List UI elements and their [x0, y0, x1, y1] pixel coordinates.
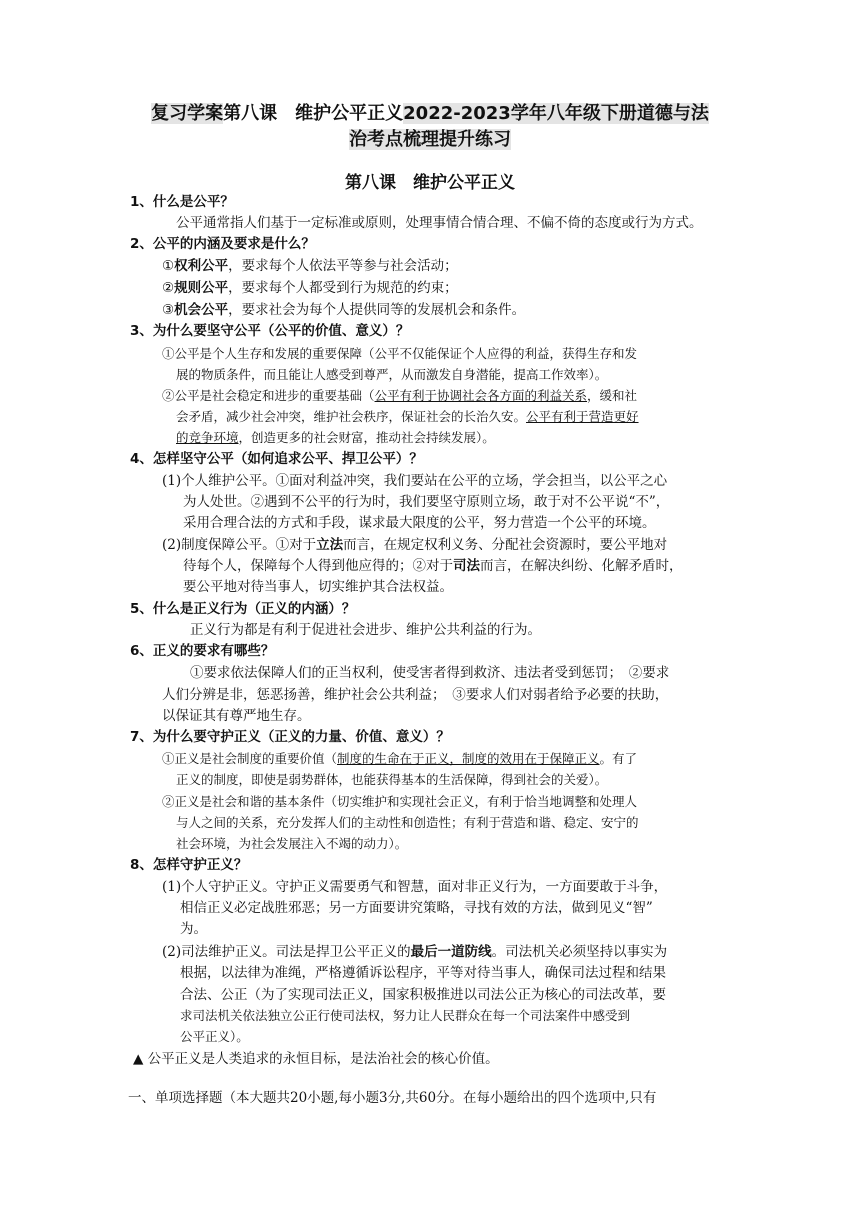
q7-a-line-1-pre: ①正义是社会制度的重要价值（	[162, 751, 338, 766]
q4-b-line-1-post: 而言，在规定权利义务、分配社会资源时，要公平地对	[343, 537, 668, 553]
q3-b-line-1-underlined: 公平有利于协调社会各方面的利益关系	[374, 388, 588, 403]
q2-item-3-marker: ③	[162, 302, 175, 318]
q8-b-line-5: 公平正义）。	[180, 1029, 249, 1044]
q4-b-line-1-pre: (2)制度保障公平。①对于	[162, 537, 317, 553]
document-title-line-2	[128, 127, 732, 153]
q7-heading: 7、为什么要守护正义（正义的力量、价值、意义）？	[130, 729, 450, 745]
q8-a-line-1: (1)个人守护正义。守护正义需要勇气和智慧，面对非正义行为，一方面要敢于斗争，	[162, 879, 668, 895]
q4-b-line-2-pre: 待每个人，保障每个人得到他应得的；②对于	[183, 558, 453, 574]
q4-b-line-1	[162, 535, 667, 555]
q2-heading: 2、公平的内涵及要求是什么？	[130, 236, 315, 252]
q2-item-3-text: ，要求社会为每个人提供同等的发展机会和条件。	[228, 302, 526, 318]
q7-b-line-2: 与人之间的关系，充分发挥人们的主动性和创造性；有利于营造和谐、稳定、安宁的	[176, 815, 639, 830]
q2-item-1-text: ，要求每个人依法平等参与社会活动；	[228, 258, 458, 274]
q4-b-line-2-post: 而言，在解决纠纷、化解矛盾时，	[480, 558, 683, 574]
q7-a-line-1-post: 。有了	[599, 751, 638, 766]
q4-b-line-2	[183, 556, 683, 576]
summary-note: ▲ 公平正义是人类追求的永恒目标，是法治社会的核心价值。	[133, 1051, 499, 1067]
q8-b-line-1	[162, 942, 667, 962]
q4-heading: 4、怎样坚守公平（如何追求公平、捍卫公平）？	[130, 451, 423, 467]
q2-item-2-marker: ②	[162, 280, 175, 296]
q3-b-line-1-pre: ②公平是社会稳定和进步的重要基础（	[162, 388, 375, 403]
q8-b-line-1-post: 。司法机关必须坚持以事实为	[491, 944, 668, 960]
document-title-line-1	[128, 101, 732, 127]
q6-line-2: 人们分辨是非，惩恶扬善，维护社会公共利益； ③要求人们对弱者给予必要的扶助，	[162, 687, 669, 703]
q8-a-line-3: 为。	[180, 921, 207, 937]
q2-item-1	[162, 256, 458, 276]
q4-b-line-2-key: 司法	[453, 558, 480, 574]
lesson-title: 第八课 维护公平正义	[345, 173, 515, 193]
q8-b-line-1-pre: (2)司法维护正义。司法是捍卫公平正义的	[162, 944, 411, 960]
q3-b-line-2-underlined: 公平有利于营造更好	[526, 409, 639, 424]
q8-b-line-1-key: 最后一道防线	[410, 944, 492, 960]
q8-b-line-4: 求司法机关依法独立公正行使司法权，努力让人民群众在每一个司法案件中感受到	[180, 1008, 631, 1023]
q2-item-2-key: 规则公平	[174, 280, 229, 296]
q3-b-line-3-underlined: 的竞争环境	[176, 430, 239, 445]
q3-b-line-1	[162, 386, 637, 406]
q2-item-2	[162, 278, 458, 298]
q6-line-3: 以保证其有尊严地生存。	[162, 708, 311, 724]
q7-b-line-3: 社会环境，为社会发展注入不竭的动力）。	[176, 836, 408, 851]
title-part-a: 复习学案	[151, 103, 224, 124]
q8-b-line-2: 根据，以法律为准绳，严格遵循诉讼程序，平等对待当事人，确保司法过程和结果	[180, 965, 666, 981]
q3-b-line-3	[176, 428, 495, 448]
q3-b-line-3-post: ，创造更多的社会财富，推动社会持续发展）。	[238, 430, 495, 445]
title-part-b: 第八课 维护公平正义	[223, 103, 404, 124]
q7-a-line-1-underlined: 制度的生命在于正义，制度的效用在于保障正义	[337, 751, 600, 766]
title-part-c: 2022-2023学年八年级下册道德与法	[403, 103, 709, 124]
q3-heading: 3、为什么要坚守公平（公平的价值、意义）？	[130, 323, 410, 339]
title-part-d: 治考点梳理提升练习	[349, 129, 511, 150]
q2-item-1-marker: ①	[162, 258, 175, 274]
q3-b-line-1-post: ，缓和社	[587, 388, 638, 403]
q5-answer: 正义行为都是有利于促进社会进步、维护公共利益的行为。	[190, 622, 541, 638]
q2-item-3	[162, 300, 525, 320]
q8-b-line-3: 合法、公正（为了实现司法正义，国家积极推进以司法公正为核心的司法改革，要	[180, 987, 666, 1003]
q4-b-line-3: 要公平地对待当事人，切实维护其合法权益。	[183, 579, 453, 595]
q1-answer: 公平通常指人们基于一定标准或原则，处理事情合情合理、不偏不倚的态度或行为方式。	[176, 215, 703, 231]
q7-a-line-1	[162, 749, 637, 769]
q7-a-line-2: 正义的制度，即使是弱势群体，也能获得基本的生活保障，得到社会的关爱）。	[176, 772, 608, 787]
q6-heading: 6、正义的要求有哪些？	[130, 643, 275, 659]
q5-heading: 5、什么是正义行为（正义的内涵）？	[130, 601, 356, 617]
q2-item-2-text: ，要求每个人都受到行为规范的约束；	[228, 280, 458, 296]
section-one-heading: 一、单项选择题（本大题共20小题,每小题3分,共60分。在每小题给出的四个选项中,只有	[128, 1090, 657, 1106]
q8-a-line-2: 相信正义必定战胜邪恶；另一方面要讲究策略，寻找有效的方法，做到见义“智”	[180, 900, 653, 916]
q7-b-line-1: ②正义是社会和谐的基本条件（切实维护和实现社会正义，有利于恰当地调整和处理人	[162, 794, 638, 809]
q4-a-line-1: (1)个人维护公平。①面对利益冲突，我们要站在公平的立场，学会担当，以公平之心	[162, 473, 668, 489]
q3-b-line-2-pre: 会矛盾，减少社会冲突，维护社会秩序，保证社会的长治久安。	[176, 409, 527, 424]
q4-b-line-1-key: 立法	[316, 537, 344, 553]
q8-heading: 8、怎样守护正义？	[130, 857, 248, 873]
q3-b-line-2	[176, 407, 639, 427]
q3-a-line-2: 展的物质条件，而且能让人感受到尊严，从而激发自身潜能，提高工作效率）。	[176, 367, 608, 382]
q4-a-line-2: 为人处世。②遇到不公平的行为时，我们要坚守原则立场，敢于对不公平说“不”，	[183, 494, 670, 510]
q4-a-line-3: 采用合理合法的方式和手段，谋求最大限度的公平，努力营造一个公平的环境。	[183, 515, 656, 531]
q2-item-1-key: 权利公平	[174, 258, 229, 274]
q1-heading: 1、什么是公平？	[130, 194, 234, 210]
q3-a-line-1: ①公平是个人生存和发展的重要保障（公平不仅能保证个人应得的利益，获得生存和发	[162, 346, 638, 361]
q2-item-3-key: 机会公平	[174, 302, 229, 318]
q6-line-1: ①要求依法保障人们的正当权利，使受害者得到救济、违法者受到惩罚； ②要求	[190, 665, 670, 681]
